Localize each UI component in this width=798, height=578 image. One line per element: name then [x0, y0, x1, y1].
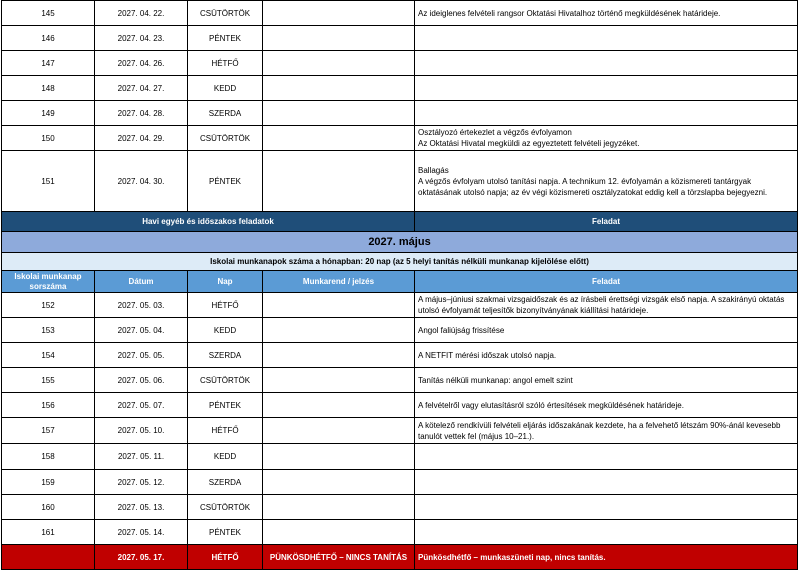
table-row [2, 418, 798, 444]
task-line: Az ideiglenes felvételi rangsor Oktatási Hivatalhoz történő megküldésének határideje. [418, 8, 721, 18]
holiday-day: HÉTFŐ [188, 545, 263, 570]
holiday-no [2, 545, 95, 570]
row-mark [263, 393, 415, 418]
row-date: 2027. 04. 22. [95, 1, 188, 26]
monthly-tasks-title: Havi egyéb és időszakos feladatok [2, 212, 415, 232]
row-number: 151 [2, 151, 95, 212]
row-date: 2027. 05. 11. [95, 444, 188, 470]
may-rows [2, 293, 798, 545]
table-row [2, 520, 798, 545]
task-line: Angol faliújság frissítése [418, 325, 505, 335]
row-task [415, 151, 798, 212]
holiday-date: 2027. 05. 17. [95, 545, 188, 570]
row-number: 152 [2, 293, 95, 318]
row-mark [263, 151, 415, 212]
table-row [2, 470, 798, 495]
task-line: Tanítás nélküli munkanap: angol emelt szint [418, 375, 573, 385]
row-date: 2027. 05. 12. [95, 470, 188, 495]
row-mark [263, 318, 415, 343]
row-date: 2027. 05. 13. [95, 495, 188, 520]
month-title-row [2, 232, 798, 253]
row-day: KEDD [188, 76, 263, 101]
row-day: CSÜTÖRTÖK [188, 126, 263, 151]
table-row [2, 1, 798, 26]
row-mark [263, 470, 415, 495]
holiday-row [2, 545, 798, 570]
row-date: 2027. 04. 23. [95, 26, 188, 51]
holiday-section [2, 545, 798, 570]
bands [2, 212, 798, 293]
monthly-tasks-task-header: Feladat [415, 212, 798, 232]
row-day: CSÜTÖRTÖK [188, 368, 263, 393]
task-line: Osztályozó értekezlet a végzős évfolyamon [418, 128, 572, 137]
row-number: 158 [2, 444, 95, 470]
table-row [2, 101, 798, 126]
row-number: 160 [2, 495, 95, 520]
table-row [2, 293, 798, 318]
row-date: 2027. 05. 04. [95, 318, 188, 343]
table-row [2, 444, 798, 470]
row-date: 2027. 05. 06. [95, 368, 188, 393]
row-mark [263, 418, 415, 444]
row-day: SZERDA [188, 101, 263, 126]
row-day: PÉNTEK [188, 393, 263, 418]
row-day: PÉNTEK [188, 26, 263, 51]
row-task [415, 101, 798, 126]
table-row [2, 126, 798, 151]
row-task [415, 470, 798, 495]
row-number: 155 [2, 368, 95, 393]
table-row [2, 368, 798, 393]
row-task [415, 495, 798, 520]
row-mark [263, 76, 415, 101]
header-no: Iskolai munkanap sorszáma [2, 271, 95, 293]
row-number: 149 [2, 101, 95, 126]
row-number: 154 [2, 343, 95, 368]
april-rows [2, 1, 798, 212]
workday-count-row [2, 253, 798, 271]
task-line: A végzős évfolyam utolsó tanítási napja. A technikum 12. évfolyamán a közismereti tantárgyak [418, 176, 752, 186]
row-number: 148 [2, 76, 95, 101]
task-line: Ballagás [418, 165, 449, 175]
row-number: 146 [2, 26, 95, 51]
row-mark [263, 293, 415, 318]
row-task [415, 418, 798, 444]
row-date: 2027. 05. 10. [95, 418, 188, 444]
table-row [2, 318, 798, 343]
header-date: Dátum [95, 271, 188, 293]
row-date: 2027. 04. 29. [95, 126, 188, 151]
row-date: 2027. 05. 07. [95, 393, 188, 418]
holiday-mark: PÜNKÖSDHÉTFŐ – NINCS TANÍTÁS [263, 545, 415, 570]
row-task [415, 26, 798, 51]
row-number: 161 [2, 520, 95, 545]
row-task [415, 393, 798, 418]
row-task [415, 318, 798, 343]
task-line: tanulót vettek fel (május 10–21.). [418, 431, 535, 441]
row-mark [263, 343, 415, 368]
row-date: 2027. 04. 28. [95, 101, 188, 126]
task-line: utolsó évfolyamát teljesítők bizonyítványának kiállítási határideje. [418, 306, 649, 315]
workday-count: Iskolai munkanapok száma a hónapban: 20 nap (az 5 helyi tanítás nélküli munkanap kijelölése előtt) [2, 253, 798, 271]
row-mark [263, 26, 415, 51]
row-task [415, 520, 798, 545]
column-header-row [2, 271, 798, 293]
row-mark [263, 495, 415, 520]
row-task [415, 126, 798, 151]
holiday-task: Pünkösdhétfő – munkaszüneti nap, nincs tanítás. [415, 545, 798, 570]
row-day: HÉTFŐ [188, 51, 263, 76]
row-mark [263, 1, 415, 26]
row-task [415, 51, 798, 76]
task-line: oktatásának utolsó napja; az év végi közismereti osztályzatokat eddig kell a törzslapba bejegyezni. [418, 187, 768, 197]
row-number: 157 [2, 418, 95, 444]
month-title: 2027. május [2, 232, 798, 253]
school-calendar-table [1, 0, 798, 570]
row-number: 145 [2, 1, 95, 26]
monthly-tasks-band [2, 212, 798, 232]
row-task [415, 343, 798, 368]
row-number: 153 [2, 318, 95, 343]
table-row [2, 495, 798, 520]
header-task: Feladat [415, 271, 798, 293]
header-day: Nap [188, 271, 263, 293]
row-date: 2027. 05. 03. [95, 293, 188, 318]
row-day: PÉNTEK [188, 520, 263, 545]
row-number: 159 [2, 470, 95, 495]
row-day: SZERDA [188, 343, 263, 368]
table-row [2, 393, 798, 418]
row-day: CSÜTÖRTÖK [188, 495, 263, 520]
row-task [415, 1, 798, 26]
row-mark [263, 444, 415, 470]
task-line: Az Oktatási Hivatal megküldi az egyeztetett felvételi jegyzéket. [418, 139, 640, 148]
header-mark: Munkarend / jelzés [263, 271, 415, 293]
row-task [415, 293, 798, 318]
row-number: 147 [2, 51, 95, 76]
table-row [2, 51, 798, 76]
row-day: HÉTFŐ [188, 293, 263, 318]
row-date: 2027. 05. 05. [95, 343, 188, 368]
row-day: PÉNTEK [188, 151, 263, 212]
row-date: 2027. 04. 27. [95, 76, 188, 101]
row-date: 2027. 04. 26. [95, 51, 188, 76]
row-day: KEDD [188, 318, 263, 343]
row-date: 2027. 04. 30. [95, 151, 188, 212]
task-line: A NETFIT mérési időszak utolsó napja. [418, 350, 557, 360]
row-mark [263, 368, 415, 393]
task-line: A május–júniusi szakmai vizsgaidőszak és az írásbeli érettségi vizsgák első napja. A szakirányú oktatás [418, 295, 785, 304]
row-task [415, 444, 798, 470]
table-row [2, 26, 798, 51]
table-row [2, 151, 798, 212]
row-day: HÉTFŐ [188, 418, 263, 444]
row-mark [263, 51, 415, 76]
table-row [2, 76, 798, 101]
task-line: A kötelező rendkívüli felvételi eljárás időszakának kezdete, ha a felvehető létszám 90%-ánál kevesebb [418, 420, 781, 430]
row-mark [263, 126, 415, 151]
row-day: CSÜTÖRTÖK [188, 1, 263, 26]
row-date: 2027. 05. 14. [95, 520, 188, 545]
row-number: 150 [2, 126, 95, 151]
row-day: KEDD [188, 444, 263, 470]
row-mark [263, 520, 415, 545]
row-day: SZERDA [188, 470, 263, 495]
row-mark [263, 101, 415, 126]
row-number: 156 [2, 393, 95, 418]
task-line: A felvételről vagy elutasításról szóló értesítések megküldésének határideje. [418, 400, 684, 410]
row-task [415, 76, 798, 101]
table-row [2, 343, 798, 368]
row-task [415, 368, 798, 393]
